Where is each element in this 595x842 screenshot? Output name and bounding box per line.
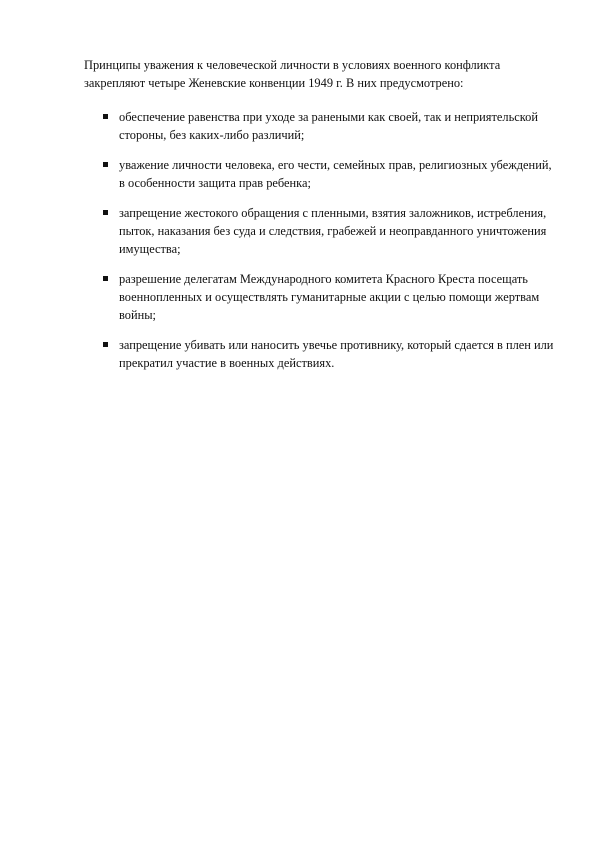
square-bullet-icon — [103, 276, 108, 281]
list-item-text: разрешение делегатам Международного комитета Красного Креста посещать военнопленных и осуществлять гуманитарные акции с целью помощи жертвам войны; — [119, 272, 540, 322]
list-item-text: запрещение убивать или наносить увечье противнику, который сдается в плен или прекратил участие в военных действиях. — [119, 338, 554, 370]
square-bullet-icon — [103, 162, 108, 167]
list-item — [84, 204, 556, 258]
bullet-list — [84, 108, 556, 372]
list-item — [84, 336, 556, 372]
document-body — [84, 56, 556, 384]
list-item — [84, 156, 556, 192]
list-item — [84, 108, 556, 144]
list-item-text: запрещение жестокого обращения с пленными, взятия заложников, истребления, пыток, наказания без суда и следствия, грабежей и неоправданного уничтожения имущества; — [119, 206, 547, 256]
list-item — [84, 270, 556, 324]
intro-paragraph: Принципы уважения к человеческой личности в условиях военного конфликта закрепляют четыре Женевские конвенции 1949 г. В них предусмотрено: — [84, 58, 501, 90]
square-bullet-icon — [103, 342, 108, 347]
square-bullet-icon — [103, 114, 108, 119]
list-item-text: обеспечение равенства при уходе за ранеными как своей, так и неприятельской стороны, без каких-либо различий; — [119, 110, 538, 142]
list-item-text: уважение личности человека, его чести, семейных прав, религиозных убеждений, в особенности защита прав ребенка; — [119, 158, 552, 190]
square-bullet-icon — [103, 210, 108, 215]
